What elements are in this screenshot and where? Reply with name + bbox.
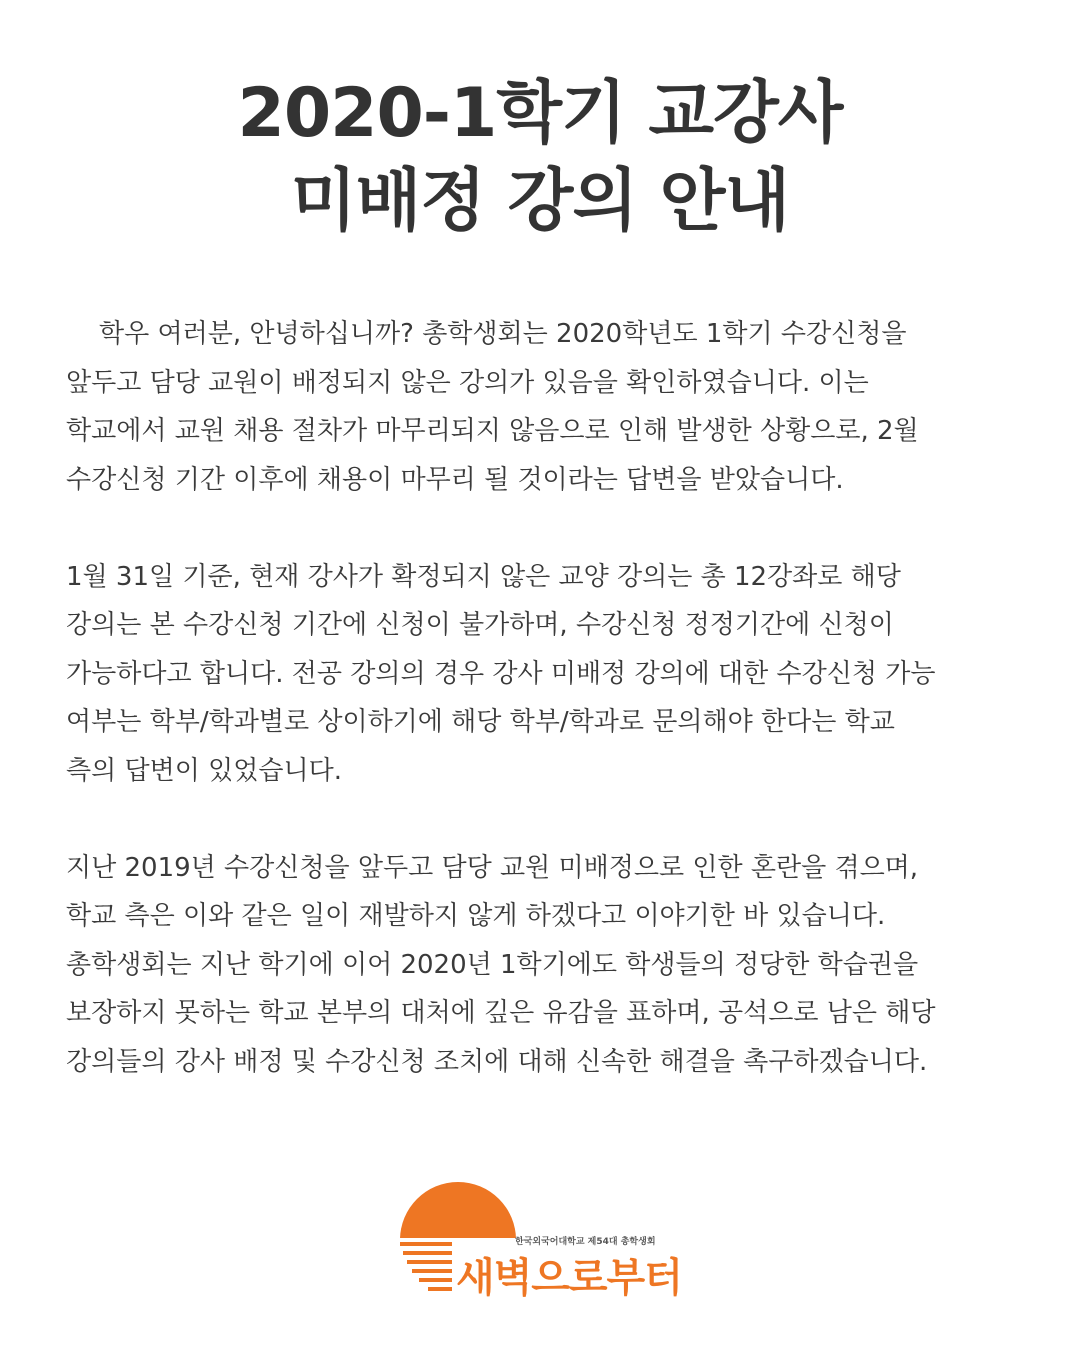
student-council-logo: [390, 1172, 710, 1302]
paragraph-3: [66, 844, 1026, 1087]
text-line: 지난 2019년 수강신청을 앞두고 담당 교원 미배정으로 인한 혼란을 겪으며,: [66, 852, 919, 883]
text-line: 1월 31일 기준, 현재 강사가 확정되지 않은 교양 강의는 총 12강좌로 해당: [66, 561, 901, 592]
logo-subtitle: 한국외국어대학교 제54대 총학생회: [515, 1237, 656, 1247]
text-line: 강의들의 강사 배정 및 수강신청 조치에 대해 신속한 해결을 촉구하겠습니다.: [66, 1046, 928, 1077]
notice-body: [66, 310, 1026, 1135]
text-line: 측의 답변이 있었습니다.: [66, 755, 342, 786]
text-line: 보장하지 못하는 학교 본부의 대처에 깊은 유감을 표하며, 공석으로 남은 해당: [66, 998, 936, 1028]
text-line: 강의는 본 수강신청 기간에 신청이 불가하며, 수강신청 정정기간에 신청이: [66, 610, 894, 640]
text-line: 가능하다고 합니다. 전공 강의의 경우 강사 미배정 강의에 대한 수강신청 가능: [66, 658, 936, 689]
text-line: 학교에서 교원 채용 절차가 마무리되지 않음으로 인해 발생한 상황으로, 2월: [66, 416, 919, 446]
text-line: 총학생회는 지난 학기에 이어 2020년 1학기에도 학생들의 정당한 학습권을: [66, 949, 919, 980]
text-line: 앞두고 담당 교원이 배정되지 않은 강의가 있음을 확인하였습니다. 이는: [66, 367, 869, 398]
title-line-2: 미배정 강의 안내: [290, 162, 790, 241]
paragraph-2: [66, 553, 1026, 796]
page-title: [0, 70, 1080, 246]
title-line-1: 2020-1학기 교강사: [237, 74, 843, 153]
text-line: 학우 여러분, 안녕하십니까? 총학생회는 2020학년도 1학기 수강신청을: [66, 319, 907, 349]
text-line: 학교 측은 이와 같은 일이 재발하지 않게 하겠다고 이야기한 바 있습니다.: [66, 901, 886, 931]
paragraph-1: [66, 310, 1026, 504]
text-line: 여부는 학부/학과별로 상이하기에 해당 학부/학과로 문의해야 한다는 학교: [66, 707, 895, 737]
text-line: 수강신청 기간 이후에 채용이 마무리 될 것이라는 답변을 받았습니다.: [66, 464, 844, 495]
logo-name: 새벽으로부터: [456, 1255, 682, 1301]
